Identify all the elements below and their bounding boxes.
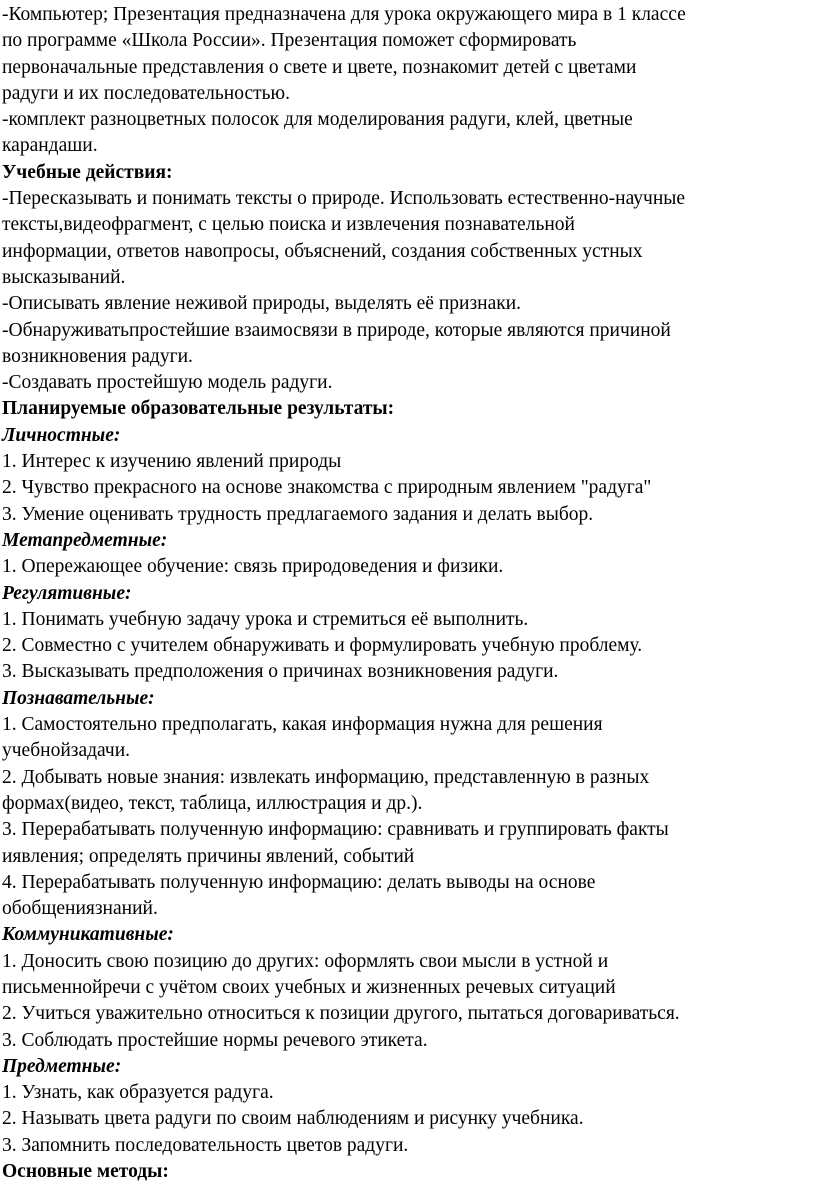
learning-actions-section xyxy=(2,160,816,397)
text-line: 3. Высказывать предположения о причинах возникновения радуги. xyxy=(2,661,559,683)
text-line: -Пересказывать и понимать тексты о природе. Использовать естественно-научные xyxy=(2,188,686,210)
text-line: по программе «Школа России». Презентация поможет сформировать xyxy=(2,30,577,52)
text-line: 1. Опережающее обучение: связь природоведения и физики. xyxy=(2,556,504,578)
text-line: 2. Чувство прекрасного на основе знакомства с природным явлением "радуга" xyxy=(2,477,652,499)
subject-heading: Предметные: xyxy=(2,1055,122,1077)
text-line: 1. Самостоятельно предполагать, какая информация нужна для решения xyxy=(2,714,603,736)
methods-heading: Основные методы: xyxy=(2,1161,169,1183)
text-line: письменнойречи с учётом своих учебных и жизненных речевых ситуаций xyxy=(2,976,616,998)
results-section xyxy=(2,396,816,1159)
text-line: радуги и их последовательностью. xyxy=(2,82,290,104)
metasubject-heading: Метапредметные: xyxy=(2,529,168,551)
communicative-heading: Коммуникативные: xyxy=(2,924,174,946)
text-line: 3. Соблюдать простейшие нормы речевого этикета. xyxy=(2,1029,428,1051)
methods-section xyxy=(2,1159,816,1185)
text-line: -Компьютер; Презентация предназначена для урока окружающего мира в 1 классе xyxy=(2,4,686,25)
text-line: 4. Перерабатывать полученную информацию: делать выводы на основе xyxy=(2,871,596,893)
regulatory-heading: Регулятивные: xyxy=(2,582,132,604)
text-line: 1. Понимать учебную задачу урока и стремиться её выполнить. xyxy=(2,608,529,630)
text-line: карандаши. xyxy=(2,135,98,157)
learning-actions-heading: Учебные действия: xyxy=(2,161,173,183)
text-line: возникновения радуги. xyxy=(2,345,193,367)
text-line: иявления; определять причины явлений, событий xyxy=(2,845,415,867)
text-line: информации, ответов навопросы, объяснений, создания собственных устных xyxy=(2,240,643,262)
text-line: -Обнаруживатьпростейшие взаимосвязи в природе, которые являются причиной xyxy=(2,319,671,341)
cognitive-heading: Познавательные: xyxy=(2,687,155,709)
personal-heading: Личностные: xyxy=(2,424,121,446)
text-line: 3. Запомнить последовательность цветов радуги. xyxy=(2,1134,409,1156)
intro-section xyxy=(2,2,816,160)
text-line: 3. Перерабатывать полученную информацию: сравнивать и группировать факты xyxy=(2,819,669,841)
text-line: первоначальные представления о свете и цвете, познакомит детей с цветами xyxy=(2,56,637,78)
text-line: формах(видео, текст, таблица, иллюстрация и др.). xyxy=(2,792,423,814)
results-heading: Планируемые образовательные результаты: xyxy=(2,398,395,420)
text-line: -комплект разноцветных полосок для моделирования радуги, клей, цветные xyxy=(2,109,633,131)
text-line: 2. Называть цвета радуги по своим наблюдениям и рисунку учебника. xyxy=(2,1108,584,1130)
text-line: 1. Доносить свою позицию до других: оформлять свои мысли в устной и xyxy=(2,950,609,972)
text-line: учебнойзадачи. xyxy=(2,740,131,762)
text-line: 2. Совместно с учителем обнаруживать и формулировать учебную проблему. xyxy=(2,635,643,657)
text-line: 3. Умение оценивать трудность предлагаемого задания и делать выбор. xyxy=(2,503,594,525)
text-line: -Описывать явление неживой природы, выделять её признаки. xyxy=(2,293,522,315)
text-line: 1. Узнать, как образуется радуга. xyxy=(2,1082,274,1104)
text-line: высказываний. xyxy=(2,266,126,288)
text-line: 1. Интерес к изучению явлений природы xyxy=(2,451,342,473)
text-line: обобщениязнаний. xyxy=(2,898,158,920)
text-line: тексты,видеофрагмент, с целью поиска и извлечения познавательной xyxy=(2,214,575,236)
text-line: 2. Учиться уважительно относиться к позиции другого, пытаться договариваться. xyxy=(2,1003,680,1025)
text-line: 2. Добывать новые знания: извлекать информацию, представленную в разных xyxy=(2,766,650,788)
text-line: -Создавать простейшую модель радуги. xyxy=(2,372,333,394)
